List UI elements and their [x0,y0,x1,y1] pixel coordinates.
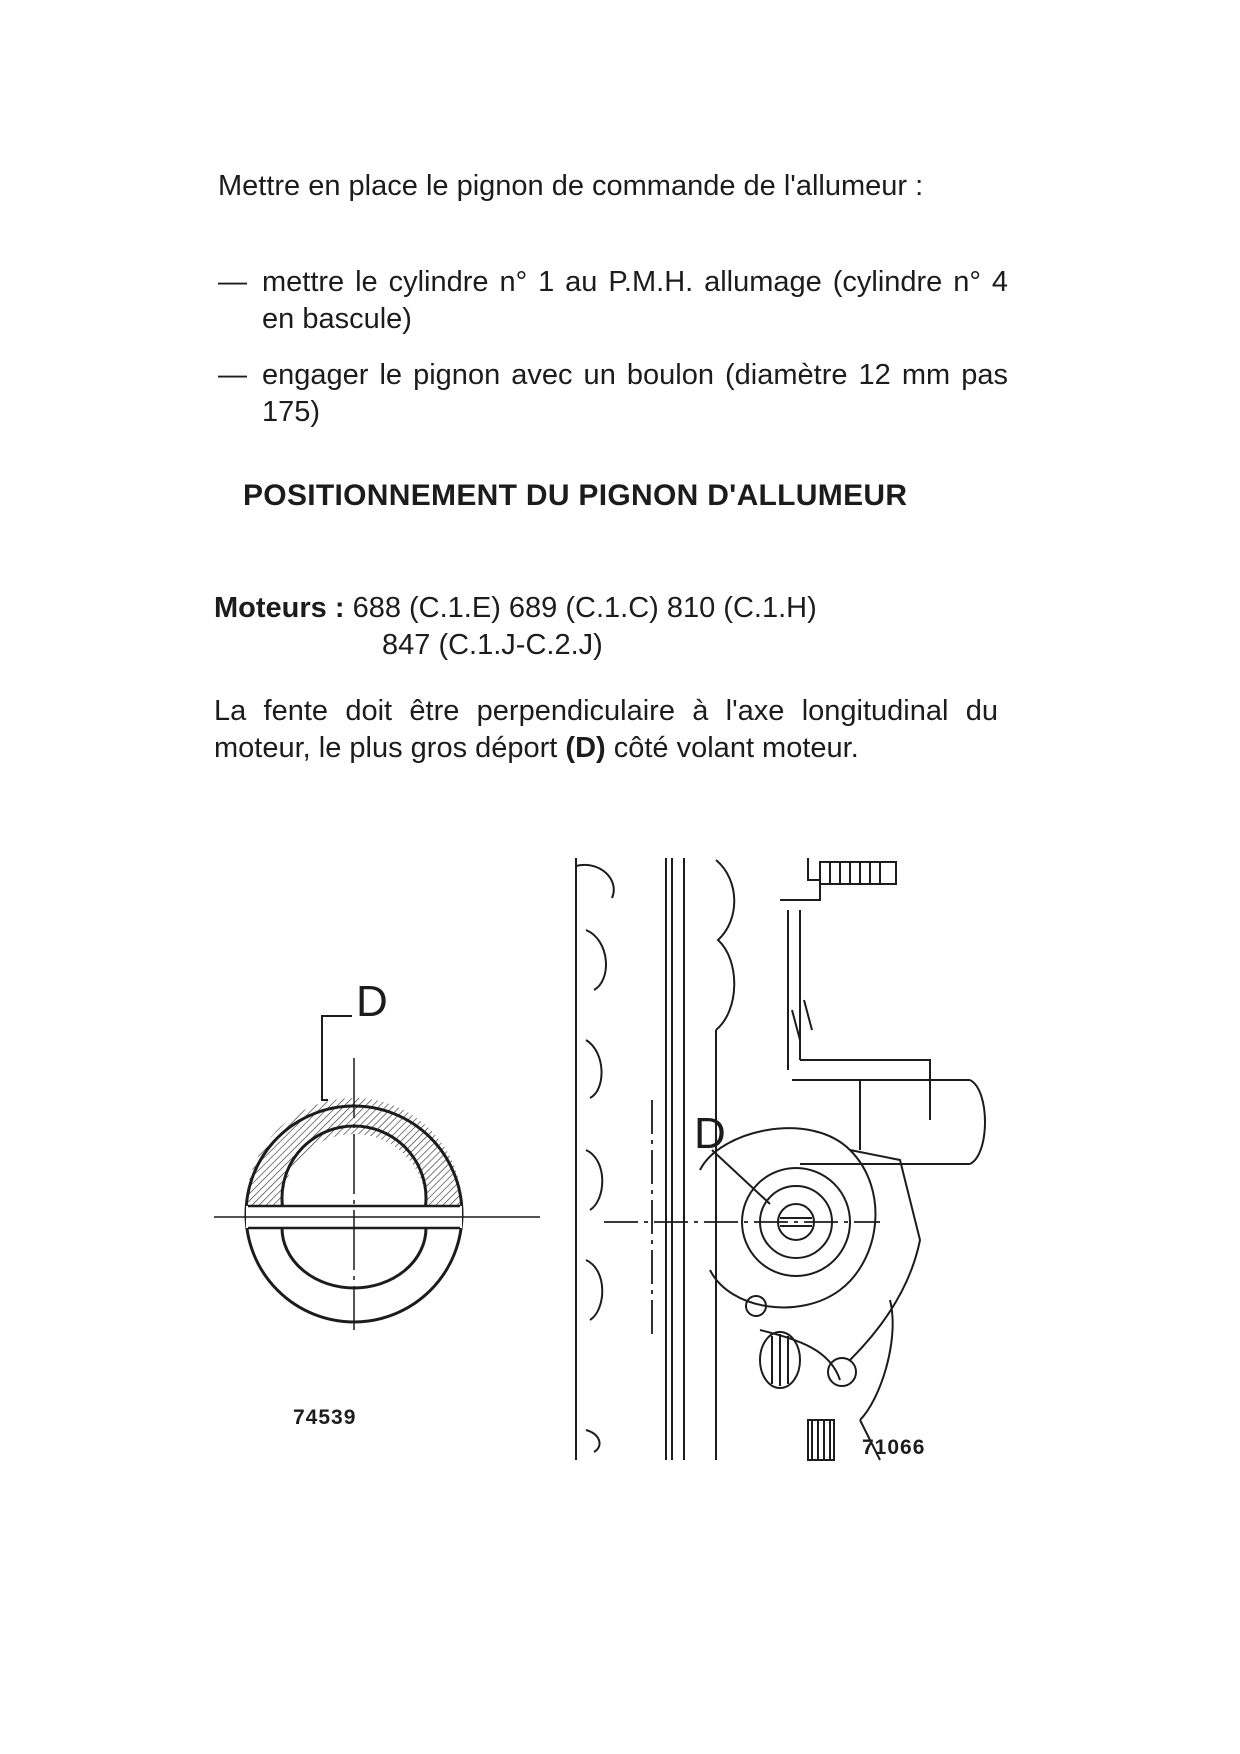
dash-bullet: — [218,266,247,298]
side-tube [800,1080,985,1164]
engines-line-2: 847 (C.1.J-C.2.J) [382,629,603,661]
intro-text: Mettre en place le pignon de commande de l'allumeur : [218,170,924,202]
paragraph-bold-ref: (D) [565,732,606,764]
step-text-1: mettre le cylindre n° 1 au P.M.H. allumage (cylindre n° 4 en bascule) [262,266,1008,335]
paragraph-text-after: côté volant moteur. [605,732,859,764]
pinion-section-diagram [214,1016,540,1330]
paragraph-text-before: La fente doit être perpendiculaire à l'axe longitudinal du moteur, le plus gros déport [214,695,998,764]
left-figure-ref: 74539 [293,1406,357,1429]
engines-line-1: 688 (C.1.E) 689 (C.1.C) 810 (C.1.H) [352,592,817,624]
upper-housing [780,858,930,1150]
leader-line [322,1016,352,1100]
left-figure-letter: D [356,977,388,1026]
step-text-2: engager le pignon avec un boulon (diamètre 12 mm pas 175) [262,359,1008,428]
pinion-boss [700,1128,920,1460]
engine-block-diagram [576,858,985,1460]
dash-bullet: — [218,359,247,391]
section-title: POSITIONNEMENT DU PIGNON D'ALLUMEUR [243,479,908,512]
right-leader-line [712,1150,770,1204]
right-figure-letter: D [694,1109,726,1158]
block-edge-wave [576,858,614,1460]
right-figure-ref: 71066 [862,1436,926,1459]
engines-label: Moteurs : [214,592,345,624]
